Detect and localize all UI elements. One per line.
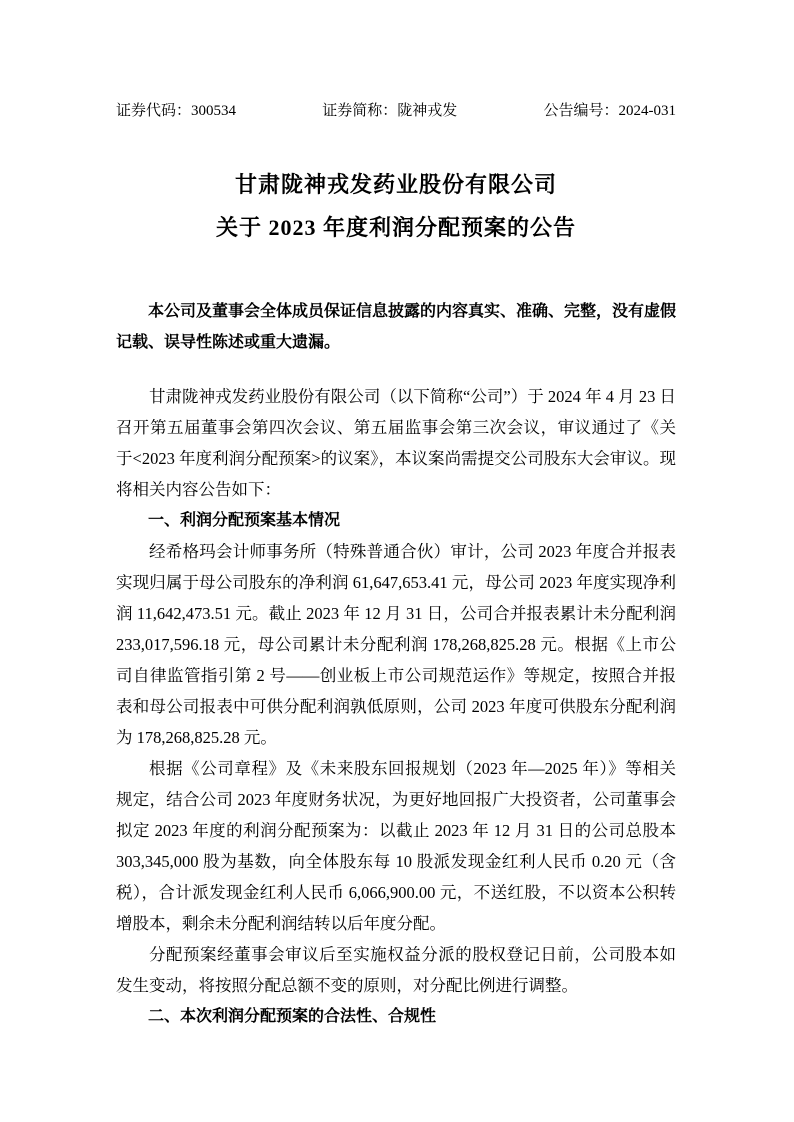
doc-header xyxy=(116,101,676,121)
announcement-number: 公告编号：2024-031 xyxy=(543,103,676,119)
intro-paragraph: 甘肃陇神戎发药业股份有限公司（以下简称“公司”）于 2024 年 4 月 23 日召开第五届董事会第四次会议、第五届监事会第三次会议，审议通过了《关于<2023 年度利润分配预案>的议案》，本议案尚需提交公司股东大会审议。现将相关内容公告如下： xyxy=(116,387,676,499)
doc-title xyxy=(116,163,676,249)
section-1-heading: 一、利润分配预案基本情况 xyxy=(148,512,341,529)
stock-abbr: 证券简称：陇神戎发 xyxy=(322,103,458,119)
doc-title-line1: 甘肃陇神戎发药业股份有限公司 xyxy=(234,172,557,197)
doc-title-line2: 关于 2023 年度利润分配预案的公告 xyxy=(215,215,576,240)
section-2-heading: 二、本次利润分配预案的合法性、合规性 xyxy=(148,1008,437,1025)
disclosure-statement: 本公司及董事会全体成员保证信息披露的内容真实、准确、完整，没有虚假记载、误导性陈述或重大遗漏。 xyxy=(116,303,677,351)
stock-code: 证券代码：300534 xyxy=(116,103,237,119)
section-1-paragraph-1: 经希格玛会计师事务所（特殊普通合伙）审计，公司 2023 年度合并报表实现归属于母公司股东的净利润 61,647,653.41 元，母公司 2023 年度实现净利润 11,642,473.51 元。截止 2023 年 12 月 31 日，公司合并报表累计未分配利润 233,017,596.18 元，母公司累计未分配利润 178,268,825.28 元。根据《上市公司自律监管指引第 2 号——创业板上市公司规范运作》等规定，按照合并报表和母公司报表中可供分配利润孰低原则，公司 2023 年度可供股东分配利润为 178,268,825.28 元。 xyxy=(116,542,676,747)
section-1-paragraph-3: 分配预案经董事会审议后至实施权益分派的股权登记日前，公司股本如发生变动，将按照分配总额不变的原则，对分配比例进行调整。 xyxy=(116,945,676,995)
doc-body xyxy=(116,296,676,1032)
section-1-paragraph-2: 根据《公司章程》及《未来股东回报规划（2023 年—2025 年）》等相关规定，结合公司 2023 年度财务状况，为更好地回报广大投资者，公司董事会拟定 2023 年度的利润分配预案为：以截止 2023 年 12 月 31 日的公司总股本 303,345,000 股为基数，向全体股东每 10 股派发现金红利人民币 0.20 元（含税），合计派发现金红利人民币 6,066,900.00 元，不送红股，不以资本公积转增股本，剩余未分配利润结转以后年度分配。 xyxy=(116,759,676,933)
